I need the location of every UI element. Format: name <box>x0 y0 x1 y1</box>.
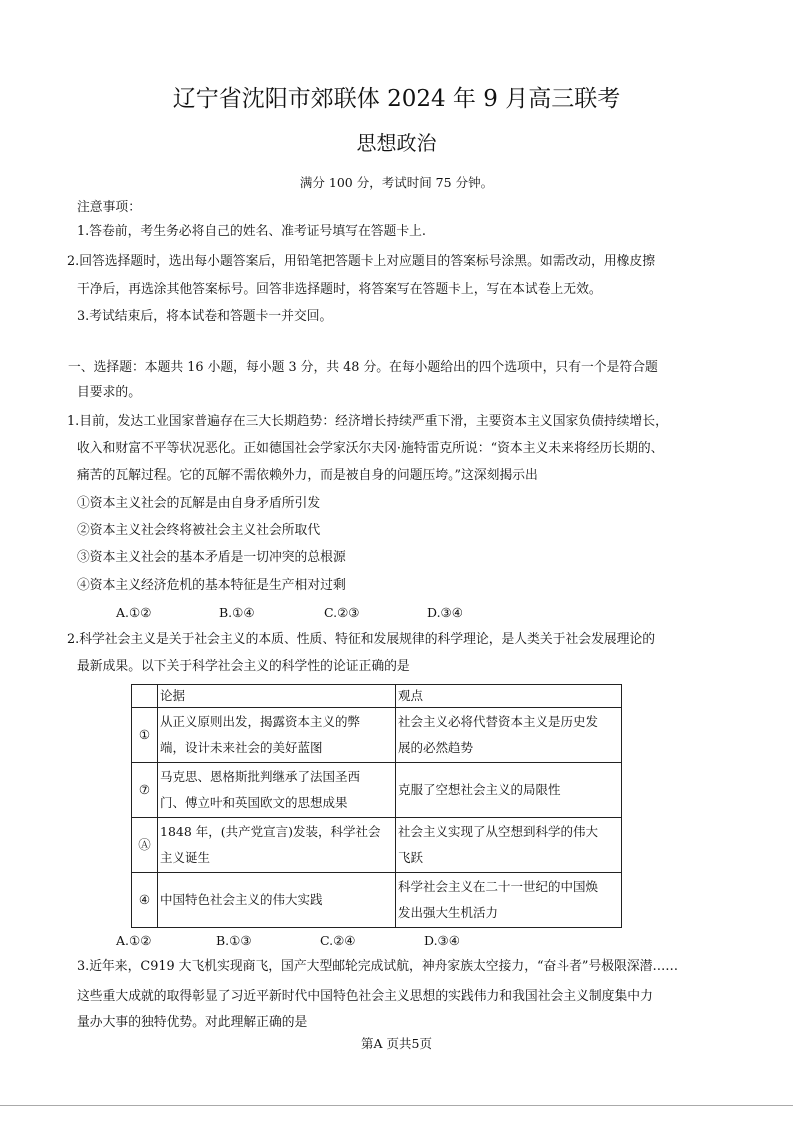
view-cell <box>396 763 622 818</box>
evidence-text-line: 马克思、恩格斯批判继承了法国圣西 <box>160 769 361 784</box>
q3-stem-line1: 3.近年来，C919 大飞机实现商飞，国产大型邮轮完成试航，神舟家族太空接力，“奋斗者”号极限深潜…… <box>77 959 679 974</box>
evidence-text-line: 从正义原则出发，揭露资本主义的弊 <box>160 714 361 729</box>
table-row <box>132 763 622 818</box>
notice-heading: 注意事项： <box>77 200 141 215</box>
evidence-text-line: 主义诞生 <box>160 850 211 865</box>
score-info: 满分 100 分，考试时间 75 分钟。 <box>299 175 494 190</box>
table-row <box>132 708 622 763</box>
table-header-row <box>132 685 622 708</box>
view-text-line: 科学社会主义在二十一世纪的中国焕 <box>398 879 599 894</box>
evidence-cell <box>158 763 396 818</box>
evidence-cell <box>158 708 396 763</box>
view-text-line: 克服了空想社会主义的局限性 <box>398 782 561 797</box>
column-header-view: 观点 <box>396 685 622 708</box>
q2-stem-line1: 2.科学社会主义是关于社会主义的本质、性质、特征和发展规律的科学理论，是人类关于社会发展理论的 <box>67 632 656 647</box>
exam-title: 辽宁省沈阳市郊联体 2024 年 9 月高三联考 <box>172 86 621 112</box>
evidence-cell <box>158 818 396 873</box>
view-cell <box>396 873 622 928</box>
q1-stem-line1: 1.目前，发达工业国家普遍存在三大长期趋势：经济增长持续严重下滑，主要资本主义国家负债持续增长， <box>67 414 668 429</box>
q3-stem-line2: 这些重大成就的取得彰显了习近平新时代中国特色社会主义思想的实践伟力和我国社会主义制度集中力 <box>77 989 653 1004</box>
column-header-evidence: 论据 <box>158 685 396 708</box>
q1-option-d[interactable]: D.③④ <box>427 605 463 620</box>
section-heading-line1: 一、选择题：本题共 16 小题，每小题 3 分，共 48 分。在每小题给出的四个选项中，只有一个是符合题 <box>68 360 658 375</box>
view-text-line: 展的必然趋势 <box>398 740 474 755</box>
page-divider <box>0 1105 793 1106</box>
view-text-line: 发出强大生机活力 <box>398 905 499 920</box>
page-footer: 第A 页共5页 <box>361 1036 432 1051</box>
table-row <box>132 873 622 928</box>
notice-item-3: 3.考试结束后，将本试卷和答题卡一并交回。 <box>77 309 333 324</box>
notice-item-2-line2: 干净后，再选涂其他答案标号。回答非选择题时，将答案写在答题卡上，写在本试卷上无效。 <box>77 282 602 297</box>
evidence-text-line: 端，设计未来社会的美好蓝图 <box>160 740 323 755</box>
row-number: ① <box>132 708 158 763</box>
table-row <box>132 818 622 873</box>
view-text-line: 飞跃 <box>398 850 424 865</box>
q1-statement-2: ②资本主义社会终将被社会主义社会所取代 <box>77 523 321 538</box>
q1-option-b[interactable]: B.①④ <box>219 605 255 620</box>
subject-title: 思想政治 <box>356 131 437 155</box>
view-cell <box>396 818 622 873</box>
q1-option-c[interactable]: C.②③ <box>324 605 360 620</box>
q1-stem-line2: 收入和财富不平等状况恶化。正如德国社会学家沃尔夫冈·施特雷克所说：“资本主义未来将经历长期的、 <box>77 441 664 456</box>
q1-stem-line3: 痛苦的瓦解过程。它的瓦解不需依赖外力，而是被自身的问题压垮。”这深刻揭示出 <box>77 468 538 483</box>
row-number: ④ <box>132 873 158 928</box>
evidence-text-line: 1848 年，(共产党宣言)发装，科学社会 <box>160 824 381 839</box>
q1-option-a[interactable]: A.①② <box>116 605 152 620</box>
q2-table <box>131 684 622 928</box>
q1-options <box>116 605 463 620</box>
table-header-empty <box>132 685 158 708</box>
q1-statement-4: ④资本主义经济危机的基本特征是生产相对过剩 <box>77 578 346 593</box>
q2-options <box>116 933 460 948</box>
notice-item-1: 1.答卷前，考生务必将自己的姓名、准考证号填写在答题卡上. <box>77 224 426 239</box>
q1-statement-3: ③资本主义社会的基本矛盾是一切冲突的总根源 <box>77 550 346 565</box>
view-text-line: 社会主义必将代替资本主义是历史发 <box>398 714 599 729</box>
q2-stem-line2: 最新成果。以下关于科学社会主义的科学性的论证正确的是 <box>77 659 410 674</box>
row-number: Ⓐ <box>132 818 158 873</box>
q3-stem-line3: 量办大事的独特优势。对此理解正确的是 <box>77 1015 308 1030</box>
evidence-cell <box>158 873 396 928</box>
q2-option-b[interactable]: B.①③ <box>216 933 252 948</box>
q2-option-a[interactable]: A.①② <box>116 933 152 948</box>
evidence-text-line: 门、傅立叶和英国欧文的思想成果 <box>160 795 348 810</box>
evidence-text-line: 中国特色社会主义的伟大实践 <box>160 892 323 907</box>
view-text-line: 社会主义实现了从空想到科学的伟大 <box>398 824 599 839</box>
section-heading-line2: 目要求的。 <box>77 385 141 400</box>
q2-option-d[interactable]: D.③④ <box>424 933 460 948</box>
row-number: ⑦ <box>132 763 158 818</box>
notice-item-2-line1: 2.回答选择题时，选出每小题答案后，用铅笔把答题卡上对应题目的答案标号涂黑。如需改动，用橡皮擦 <box>67 254 656 269</box>
view-cell <box>396 708 622 763</box>
q2-option-c[interactable]: C.②④ <box>320 933 356 948</box>
q1-statement-1: ①资本主义社会的瓦解是由自身矛盾所引发 <box>77 496 321 511</box>
